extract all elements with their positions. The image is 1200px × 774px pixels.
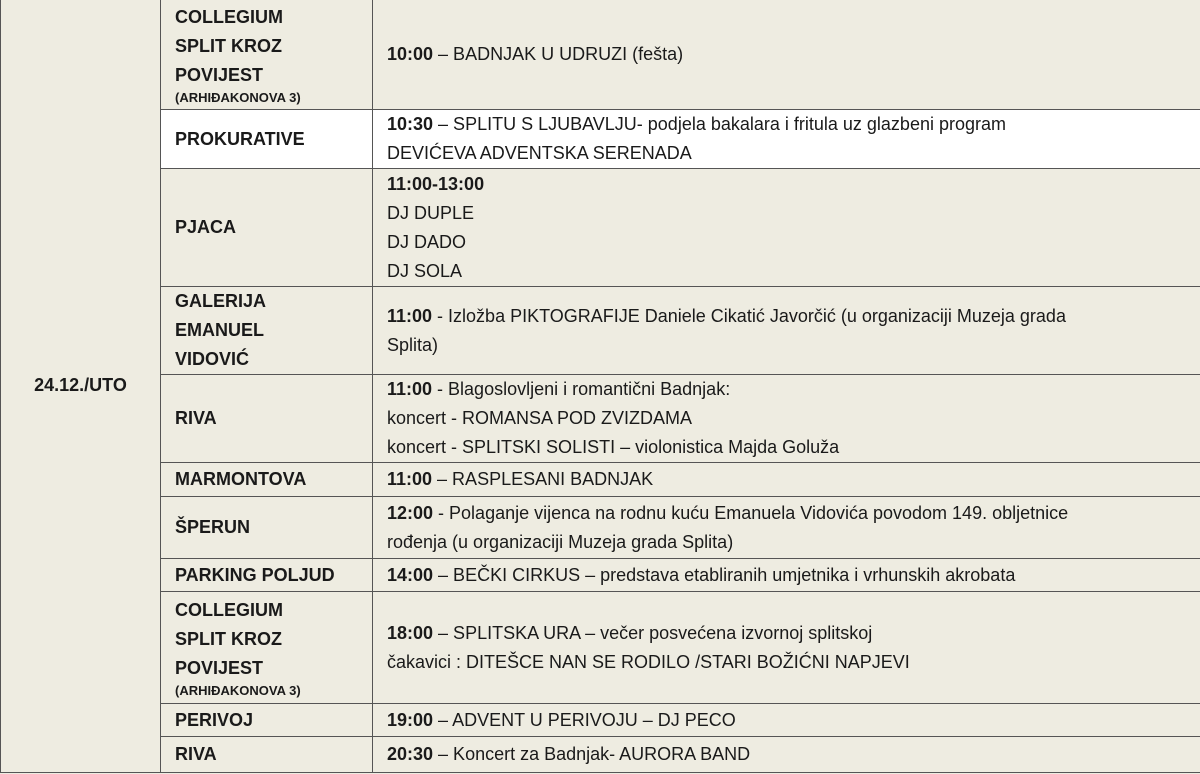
event-description: - Izložba PIKTOGRAFIJE Daniele Cikatić Javorčić (u organizaciji Muzeja grada — [432, 305, 1066, 326]
location-line: RIVA — [175, 408, 217, 428]
event-description: – RASPLESANI BADNJAK — [432, 469, 654, 489]
event-description: – Koncert za Badnjak- AURORA BAND — [433, 744, 751, 764]
location-line: SPLIT KROZ — [175, 35, 282, 56]
location-cell — [161, 463, 373, 497]
event-time: 11:00 — [387, 305, 433, 326]
event-detail: DJ DUPLE — [387, 202, 475, 223]
location-cell — [161, 0, 373, 110]
location-address: (ARHIĐAKONOVA 3) — [175, 89, 301, 105]
event-detail: DJ SOLA — [387, 260, 463, 281]
event-detail: čakavici : DITEŠCE NAN SE RODILO /STARI BOŽIĆNI NAPJEVI — [387, 651, 910, 672]
event-detail: DEVIĆEVA ADVENTSKA SERENADA — [387, 143, 692, 163]
location-line: ŠPERUN — [175, 517, 251, 537]
event-cell — [373, 497, 1200, 559]
table-row — [1, 463, 1200, 497]
event-cell — [373, 110, 1200, 169]
date-label: 24.12./UTO — [34, 375, 127, 395]
location-line: PROKURATIVE — [175, 128, 305, 149]
event-time: 12:00 — [387, 502, 434, 523]
table-row — [1, 704, 1200, 737]
event-description: – SPLITU S LJUBAVLJU- podjela bakalara i fritula uz glazbeni program — [433, 114, 1006, 134]
event-detail: koncert - ROMANSA POD ZVIZDAMA — [387, 408, 693, 428]
location-cell — [161, 559, 373, 592]
location-cell — [161, 592, 373, 704]
event-description: – SPLITSKA URA – večer posvećena izvornoj splitskoj — [433, 622, 873, 643]
event-cell — [373, 463, 1200, 497]
table-row — [1, 497, 1200, 559]
event-description: – BADNJAK U UDRUZI (fešta) — [433, 43, 684, 64]
location-line: COLLEGIUM — [175, 600, 283, 620]
location-line: POVIJEST — [175, 64, 264, 85]
event-cell — [373, 169, 1200, 287]
location-address: (ARHIĐAKONOVA 3) — [175, 683, 301, 698]
location-line: EMANUEL — [175, 320, 264, 340]
event-description: – ADVENT U PERIVOJU – DJ PECO — [433, 709, 736, 730]
table-row — [1, 737, 1200, 773]
event-time: 11:00-13:00 — [387, 173, 485, 194]
location-line: MARMONTOVA — [175, 469, 307, 489]
event-detail: koncert - SPLITSKI SOLISTI – violonistica Majda Goluža — [387, 437, 840, 457]
event-cell — [373, 375, 1200, 463]
event-cell — [373, 592, 1200, 704]
event-description: - Polaganje vijenca na rodnu kuću Emanuela Vidovića povodom 149. obljetnice — [433, 502, 1069, 523]
location-cell — [161, 110, 373, 169]
event-time: 14:00 — [387, 564, 434, 585]
table-row — [1, 287, 1200, 375]
table-row — [1, 559, 1200, 592]
table-row — [1, 110, 1200, 169]
event-detail: rođenja (u organizaciji Muzeja grada Splita) — [387, 531, 734, 552]
event-cell — [373, 559, 1200, 592]
location-cell — [161, 169, 373, 287]
date-cell — [1, 0, 161, 773]
location-line: PARKING POLJUD — [175, 564, 335, 585]
event-time: 10:30 — [387, 114, 434, 134]
event-time: 18:00 — [387, 622, 434, 643]
event-time: 11:00 — [387, 379, 433, 399]
location-line: PJACA — [175, 217, 237, 237]
event-detail: DJ DADO — [387, 231, 467, 252]
event-cell — [373, 704, 1200, 737]
location-cell — [161, 287, 373, 375]
event-time: 19:00 — [387, 709, 434, 730]
location-line: SPLIT KROZ — [175, 629, 282, 649]
event-cell — [373, 737, 1200, 773]
location-line: COLLEGIUM — [175, 6, 283, 27]
location-line: PERIVOJ — [175, 709, 254, 730]
location-line: RIVA — [175, 744, 217, 764]
event-description: - Blagoslovljeni i romantični Badnjak: — [432, 379, 731, 399]
event-detail: Splita) — [387, 334, 439, 355]
table-row — [1, 0, 1200, 110]
location-line: GALERIJA — [175, 291, 267, 311]
event-cell — [373, 287, 1200, 375]
event-description: – BEČKI CIRKUS – predstava etabliranih umjetnika i vrhunskih akrobata — [433, 564, 1016, 585]
location-cell — [161, 737, 373, 773]
location-cell — [161, 375, 373, 463]
event-cell — [373, 0, 1200, 110]
event-time: 11:00 — [387, 469, 433, 489]
table-row — [1, 375, 1200, 463]
location-cell — [161, 704, 373, 737]
location-cell — [161, 497, 373, 559]
event-time: 20:30 — [387, 744, 434, 764]
table-row — [1, 592, 1200, 704]
table-row — [1, 169, 1200, 287]
location-line: POVIJEST — [175, 658, 264, 678]
event-time: 10:00 — [387, 43, 434, 64]
location-line: VIDOVIĆ — [175, 349, 250, 369]
